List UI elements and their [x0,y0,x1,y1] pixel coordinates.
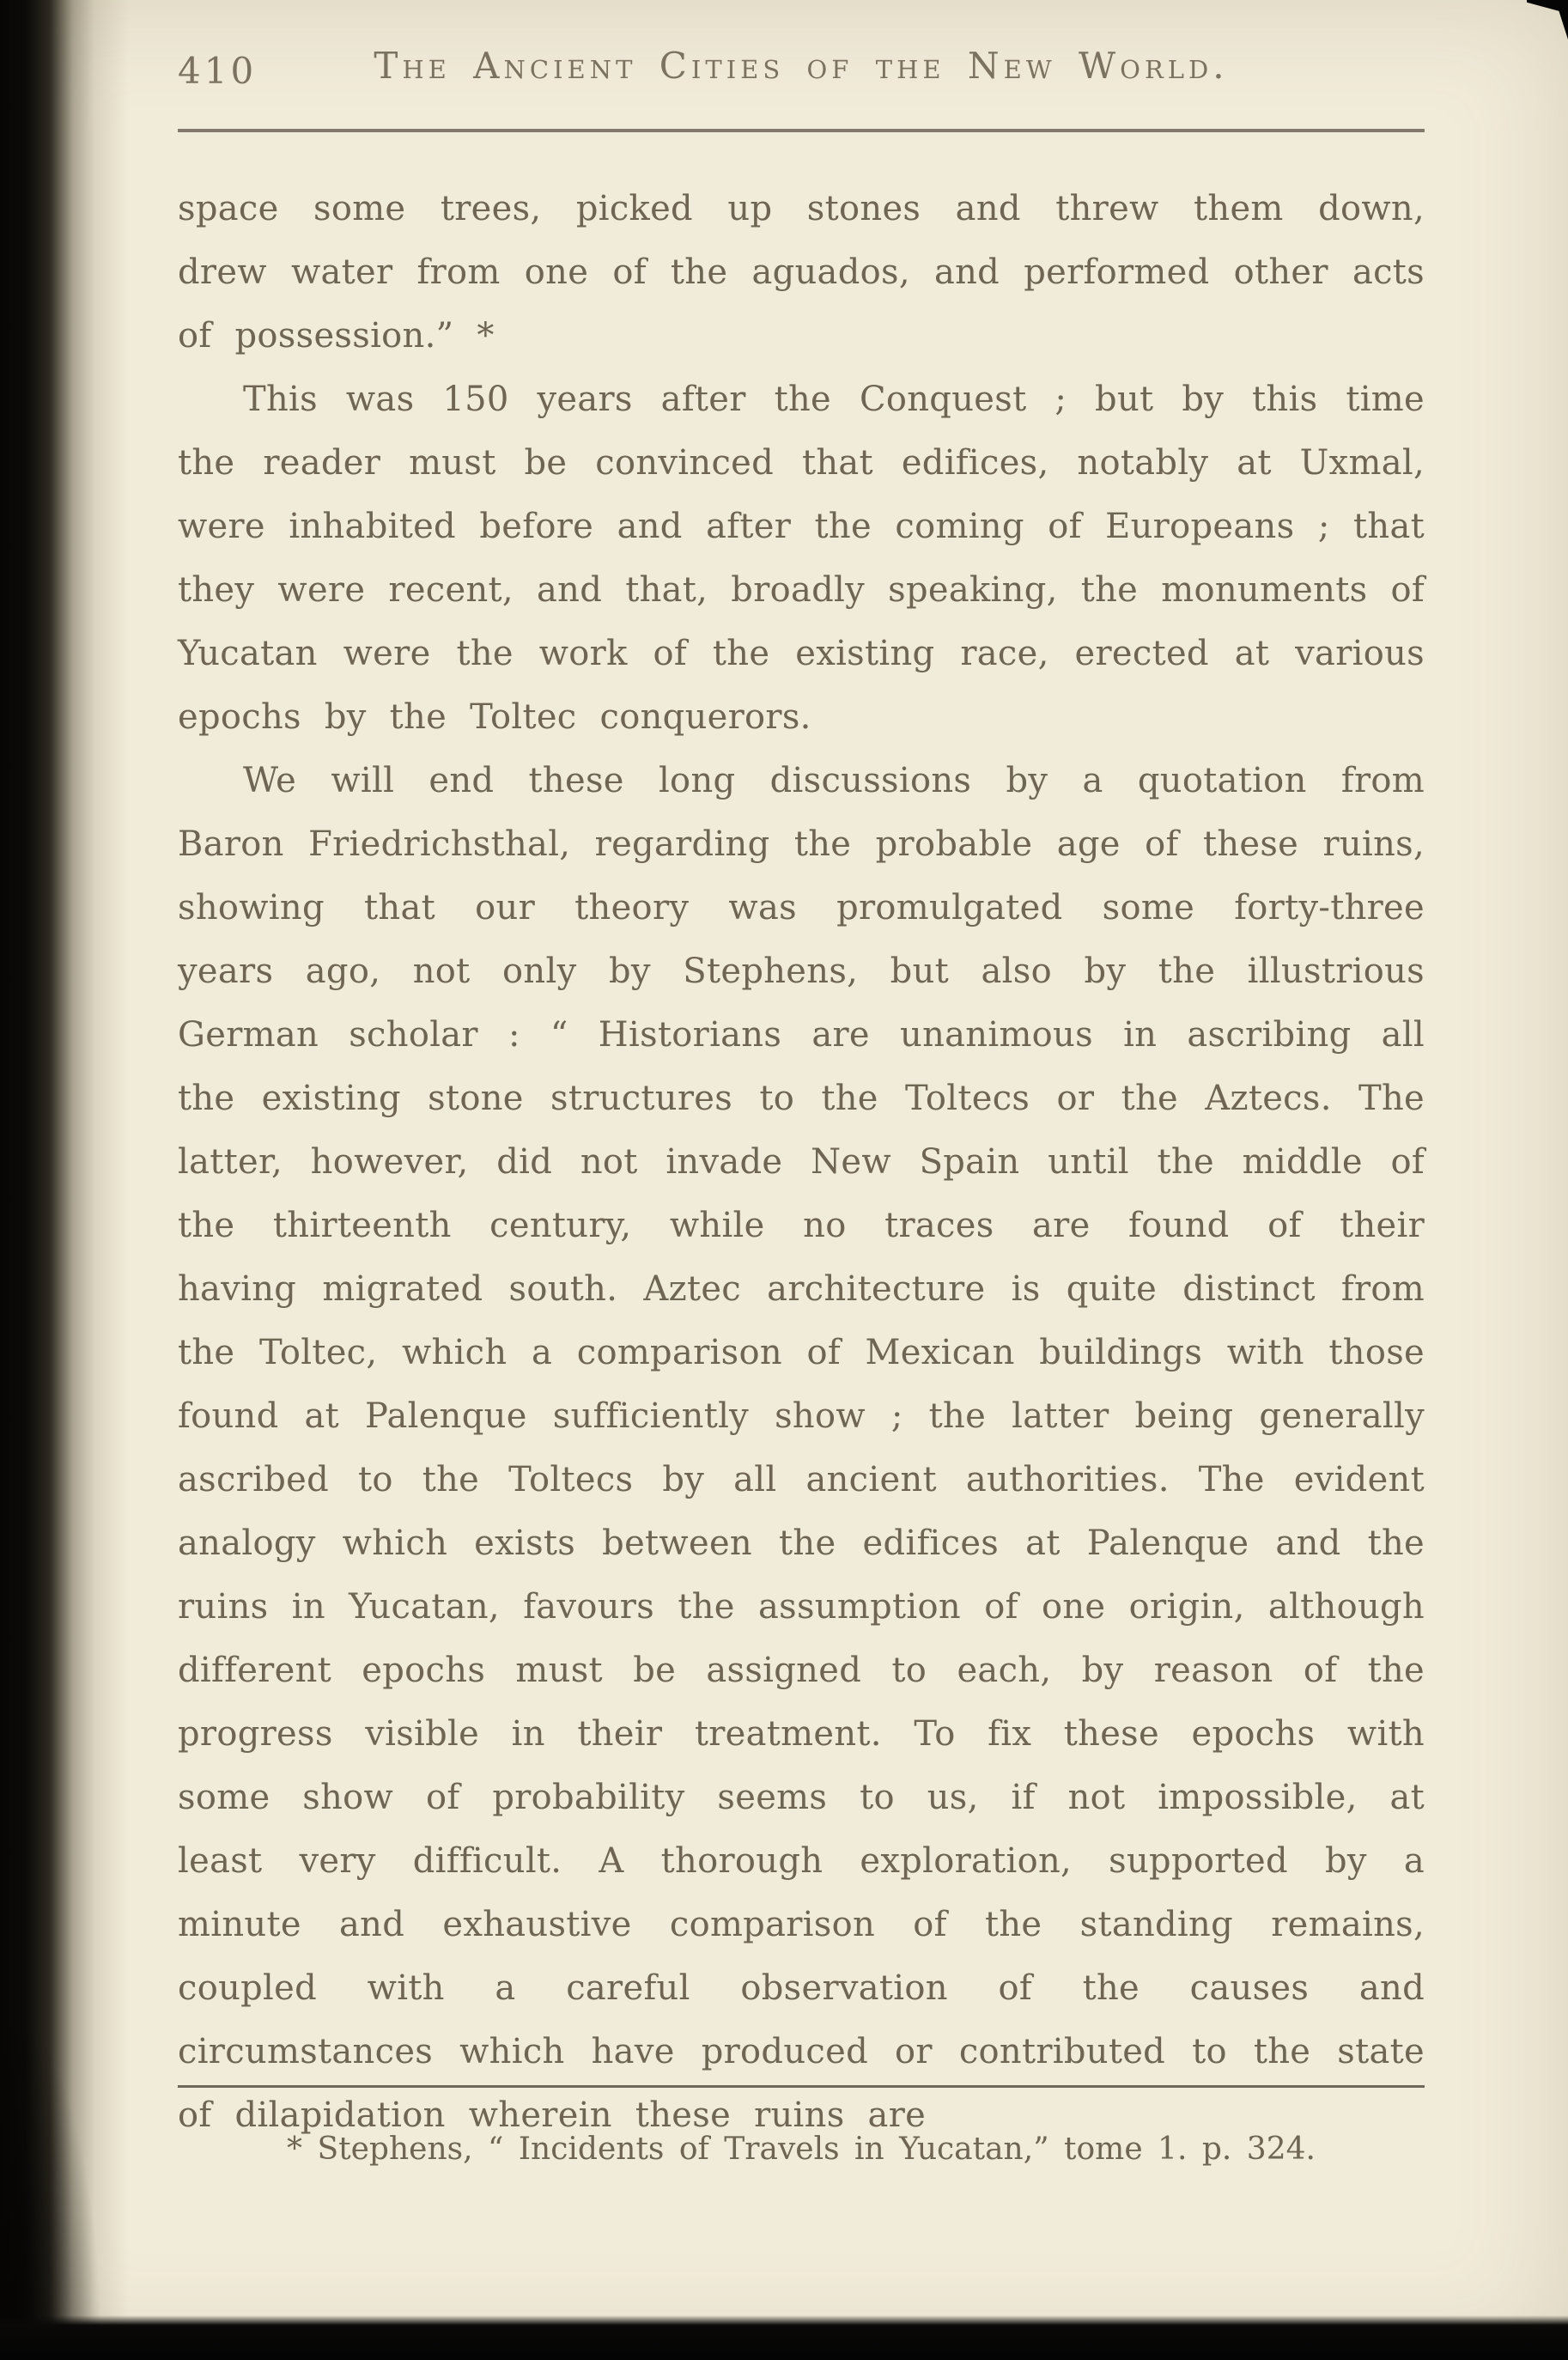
page-header [178,45,1425,96]
paragraph: This was 150 years after the Conquest ; but by this time the reader must be convinced that edifices, notably at Uxmal, were inhabited before and after the coming of Europeans ; that they were recent, and that, broadly speaking, the monuments of Yucatan were the work of the existing race, erected at various epochs by the Toltec conquerors. [178,380,1425,737]
binding-shadow [0,0,129,2360]
running-title: The Ancient Cities of the New World. [374,45,1229,87]
footnote-rule [178,2085,1425,2088]
paragraph: We will end these long discussions by a quotation from Baron Friedrichsthal, regarding the probable age of these ruins, showing that our theory was promulgated some forty-three years ago, not only by Stephens, but also by the illustrious German scholar : “ Historians are unanimous in ascribing all the existing stone structures to the Toltecs or the Aztecs. The latter, however, did not invade New Spain until the middle of the thirteenth century, while no traces are found of their having migrated south. Aztec architecture is quite distinct from the Toltec, which a comparison of Mexican buildings with those found at Palenque sufficiently show ; the latter being generally ascribed to the Toltecs by all ancient authorities. The evident analogy which exists between the edifices at Palenque and the ruins in Yucatan, favours the assumption of one origin, although different epochs must be assigned to each, by reason of the progress visible in their treatment. To fix these epochs with some show of probability seems to us, if not impossible, at least very difficult. A thorough exploration, supported by a minute and exhaustive comparison of the standing remains, coupled with a careful observation of the causes and circumstances which have produced or contributed to the state of dilapidation wherein these ruins are [178,761,1425,2135]
header-rule [178,129,1425,132]
footnote: * Stephens, “ Incidents of Travels in Yucatan,” tome 1. p. 324. [287,2132,1316,2167]
paragraph: space some trees, picked up stones and threw them down, drew water from one of the aguados, and performed other acts of possession.” * [178,189,1425,356]
scan-corner-mark [1527,0,1568,40]
page-body [178,177,1425,2147]
page-number: 410 [178,50,258,92]
scan-bottom-band [0,2315,1568,2360]
